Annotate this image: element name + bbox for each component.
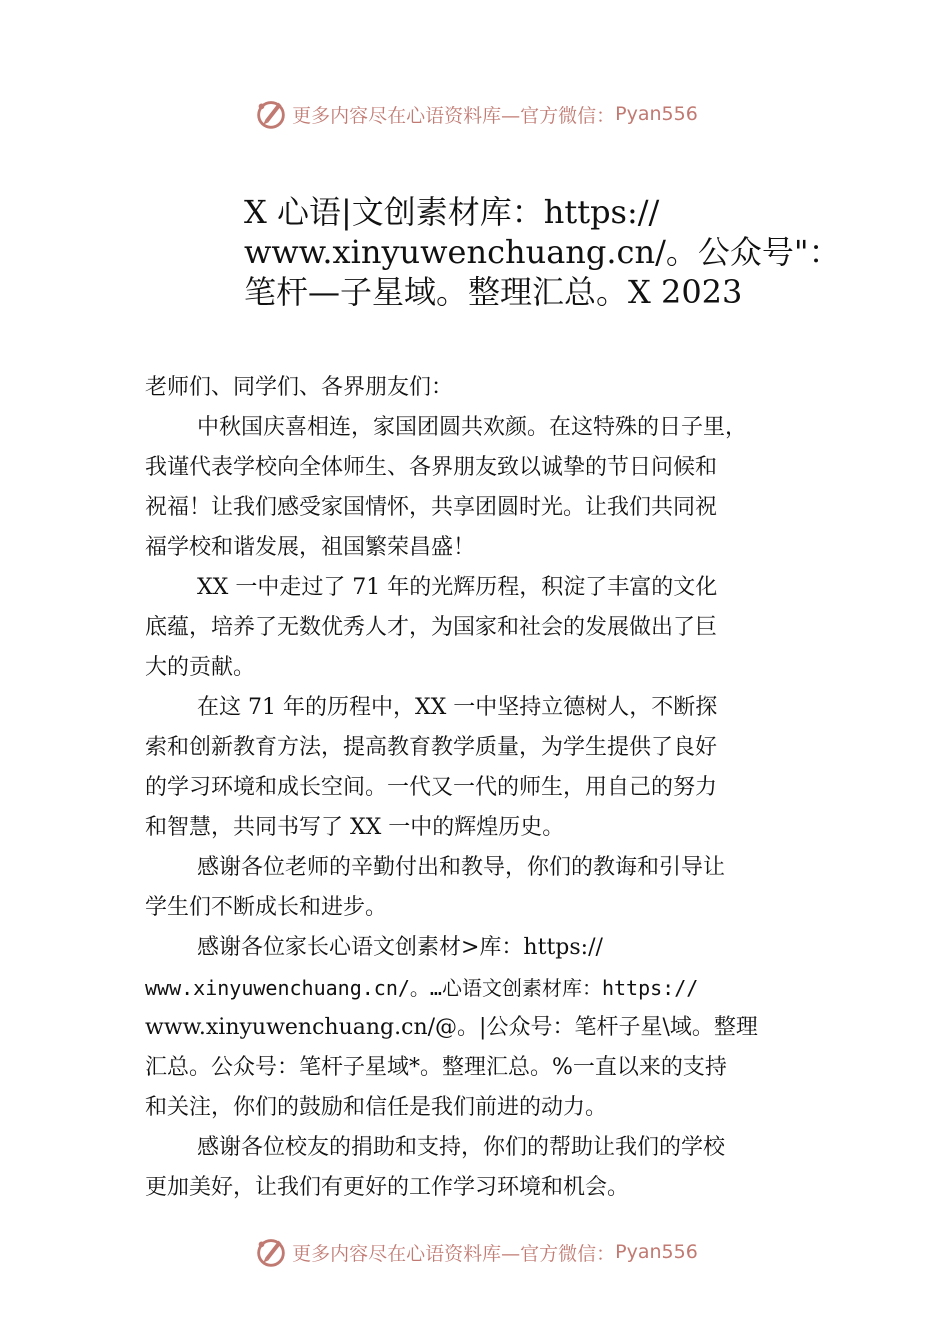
paragraph-line: 大的贡献。 <box>145 655 256 680</box>
paragraph-line: 中秋国庆喜相连，家国团圆共欢颜。在这特殊的日子里， <box>197 415 748 440</box>
pen-nib-logo-icon <box>252 1233 290 1271</box>
banner-wechat-id: Pyan556 <box>615 103 698 125</box>
paragraph-line: 学生们不断成长和进步。 <box>145 895 388 920</box>
paragraph-line: 福学校和谐发展，祖国繁荣昌盛！ <box>145 535 476 560</box>
paragraph-line: 汇总。公众号：笔杆子星域*。整理汇总。%一直以来的支持 <box>145 1055 727 1080</box>
paragraph-6 <box>145 1128 810 1208</box>
paragraph-line: 感谢各位家长心语文创素材>库：https:// <box>197 935 603 960</box>
footer-watermark-banner <box>0 1230 950 1274</box>
paragraph-line: 和关注，你们的鼓励和信任是我们前进的动力。 <box>145 1095 608 1120</box>
greeting: 老师们、同学们、各界朋友们： <box>145 375 454 400</box>
paragraph-1 <box>145 408 810 568</box>
header-watermark-banner <box>0 92 950 136</box>
banner-text: 更多内容尽在心语资料库—官方微信： <box>292 104 616 127</box>
document-body <box>145 368 810 1208</box>
paragraph-line: 底蕴，培养了无数优秀人才，为国家和社会的发展做出了巨 <box>145 615 718 640</box>
paragraph-line: 祝福！让我们感受家国情怀，共享团圆时光。让我们共同祝 <box>145 495 718 520</box>
title-line: www.xinyuwenchuang.cn/。公众号"： <box>244 233 841 271</box>
paragraph-5 <box>145 928 810 1128</box>
paragraph-line: 感谢各位老师的辛勤付出和教导，你们的教诲和引导让 <box>197 855 726 880</box>
paragraph-line: 和智慧，共同书写了 XX 一中的辉煌历史。 <box>145 815 565 840</box>
paragraph-line: 感谢各位校友的捐助和支持，你们的帮助让我们的学校 <box>197 1135 726 1160</box>
paragraph-line: 在这 71 年的历程中，XX 一中坚持立德树人，不断探 <box>197 695 718 720</box>
paragraph-line: www.xinyuwenchuang.cn/@。|公众号：笔杆子星\域。整理 <box>145 1015 758 1040</box>
paragraph-3 <box>145 688 810 848</box>
title-line: 笔杆—子星域。整理汇总。X 2023 <box>244 273 743 311</box>
document-title <box>244 192 844 312</box>
paragraph-line: 索和创新教育方法，提高教育教学质量，为学生提供了良好 <box>145 735 718 760</box>
banner-wechat-id: Pyan556 <box>615 1241 698 1263</box>
title-line: X 心语|文创素材库：https:// <box>244 193 660 231</box>
paragraph-line: XX 一中走过了 71 年的光辉历程，积淀了丰富的文化 <box>197 575 718 600</box>
paragraph-line: www.xinyuwenchuang.cn/。…心语文创素材库：https:// <box>145 976 699 1000</box>
paragraph-2 <box>145 568 810 688</box>
paragraph-4 <box>145 848 810 928</box>
paragraph-line: 我谨代表学校向全体师生、各界朋友致以诚挚的节日问候和 <box>145 455 718 480</box>
paragraph-line: 的学习环境和成长空间。一代又一代的师生，用自己的努力 <box>145 775 718 800</box>
banner-text: 更多内容尽在心语资料库—官方微信： <box>292 1242 616 1265</box>
pen-nib-logo-icon <box>252 95 290 133</box>
paragraph-line: 更加美好，让我们有更好的工作学习环境和机会。 <box>145 1175 630 1200</box>
